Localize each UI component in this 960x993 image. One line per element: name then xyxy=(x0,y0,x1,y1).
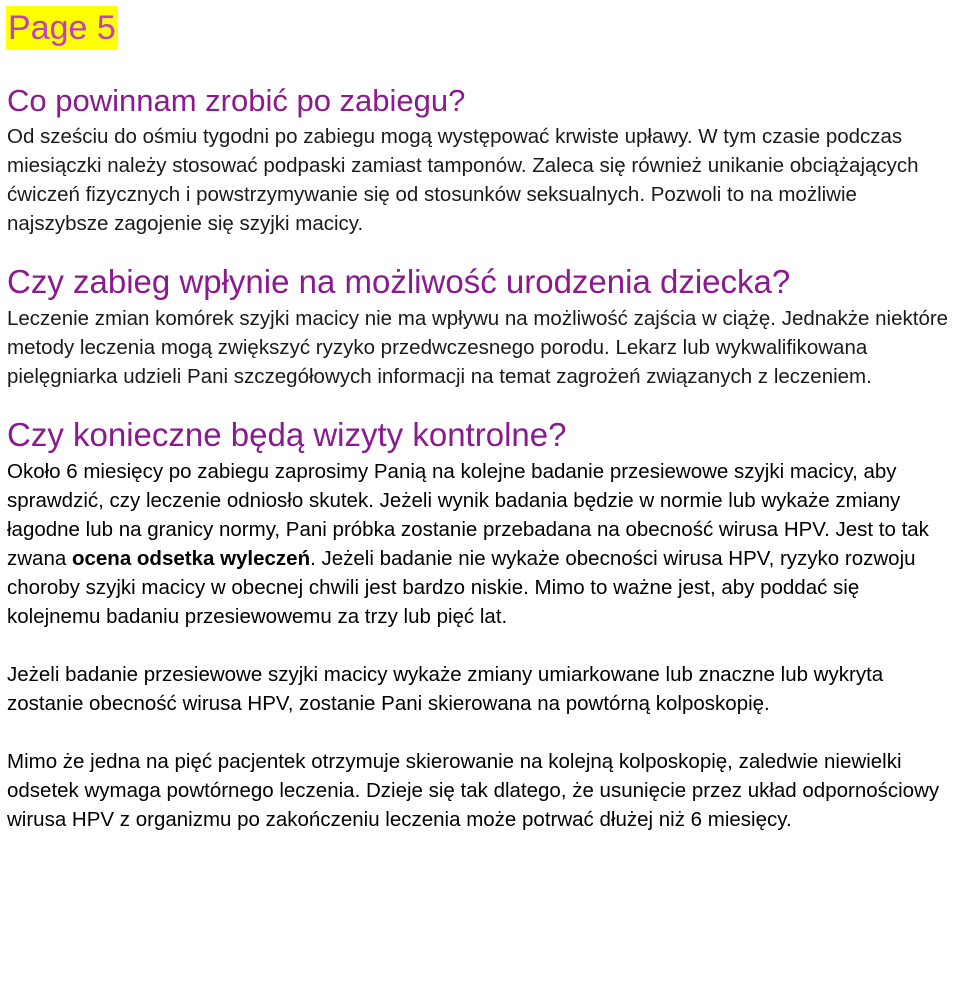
section-paragraph: Jeżeli badanie przesiewowe szyjki macicy wykaże zmiany umiarkowane lub znaczne lub wykryta zostanie obecność wirusa HPV, zostanie Pani skierowana na powtórną kolposkopię. xyxy=(7,663,884,715)
section-follow-up xyxy=(7,413,957,834)
document-body xyxy=(7,80,957,834)
section-paragraph xyxy=(7,457,957,631)
section-paragraph: Mimo że jedna na pięć pacjentek otrzymuje skierowanie na kolejną kolposkopię, zaledwie niewielki odsetek wymaga powtórnego leczenia. Dzieje się tak dlatego, że usunięcie przez układ odpornościowy wirusa HPV z organizmu po zakończeniu leczenia może potrwać dłużej niż 6 miesięcy. xyxy=(7,750,940,831)
paragraph-text: Około 6 miesięcy po zabiegu zaprosimy Panią na kolejne badanie przesiewowe szyjki macicy, aby sprawdzić, czy leczenie odniosło skutek. Jeżeli wynik badania będzie w normie lub wykaże zmiany łagodne lub na granicy normy, Pani próbka zostanie przebadana na obecność wirusa HPV. Jest to tak zwana xyxy=(7,460,929,570)
section-heading: Czy konieczne będą wizyty kontrolne? xyxy=(7,416,567,453)
section-paragraph: Leczenie zmian komórek szyjki macicy nie ma wpływu na możliwość zajścia w ciążę. Jednakże niektóre metody leczenia mogą zwiększyć ryzyko przedwczesnego porodu. Lekarz lub wykwalifikowana pielęgniarka udzieli Pani szczegółowych informacji na temat zagrożeń związanych z leczeniem. xyxy=(7,307,949,388)
section-heading: Co powinnam zrobić po zabiegu? xyxy=(7,83,466,118)
section-fertility xyxy=(7,260,957,391)
section-after-procedure xyxy=(7,80,957,238)
paragraph-text: . Jeżeli badanie nie wykaże obecności wirusa HPV, ryzyko rozwoju choroby szyjki macicy w obecnej chwili jest bardzo niskie. Mimo to ważne jest, aby poddać się kolejnemu badaniu przesiewowemu za trzy lub pięć lat. xyxy=(7,547,916,628)
section-heading: Czy zabieg wpłynie na możliwość urodzenia dziecka? xyxy=(7,263,791,300)
page-label: Page 5 xyxy=(6,6,118,50)
bold-term: ocena odsetka wyleczeń xyxy=(71,547,311,570)
section-paragraph: Od sześciu do ośmiu tygodni po zabiegu mogą występować krwiste upławy. W tym czasie podczas miesiączki należy stosować podpaski zamiast tamponów. Zaleca się również unikanie obciążających ćwiczeń fizycznych i powstrzymywanie się od stosunków seksualnych. Pozwoli to na możliwie najszybsze zagojenie się szyjki macicy. xyxy=(7,125,919,235)
